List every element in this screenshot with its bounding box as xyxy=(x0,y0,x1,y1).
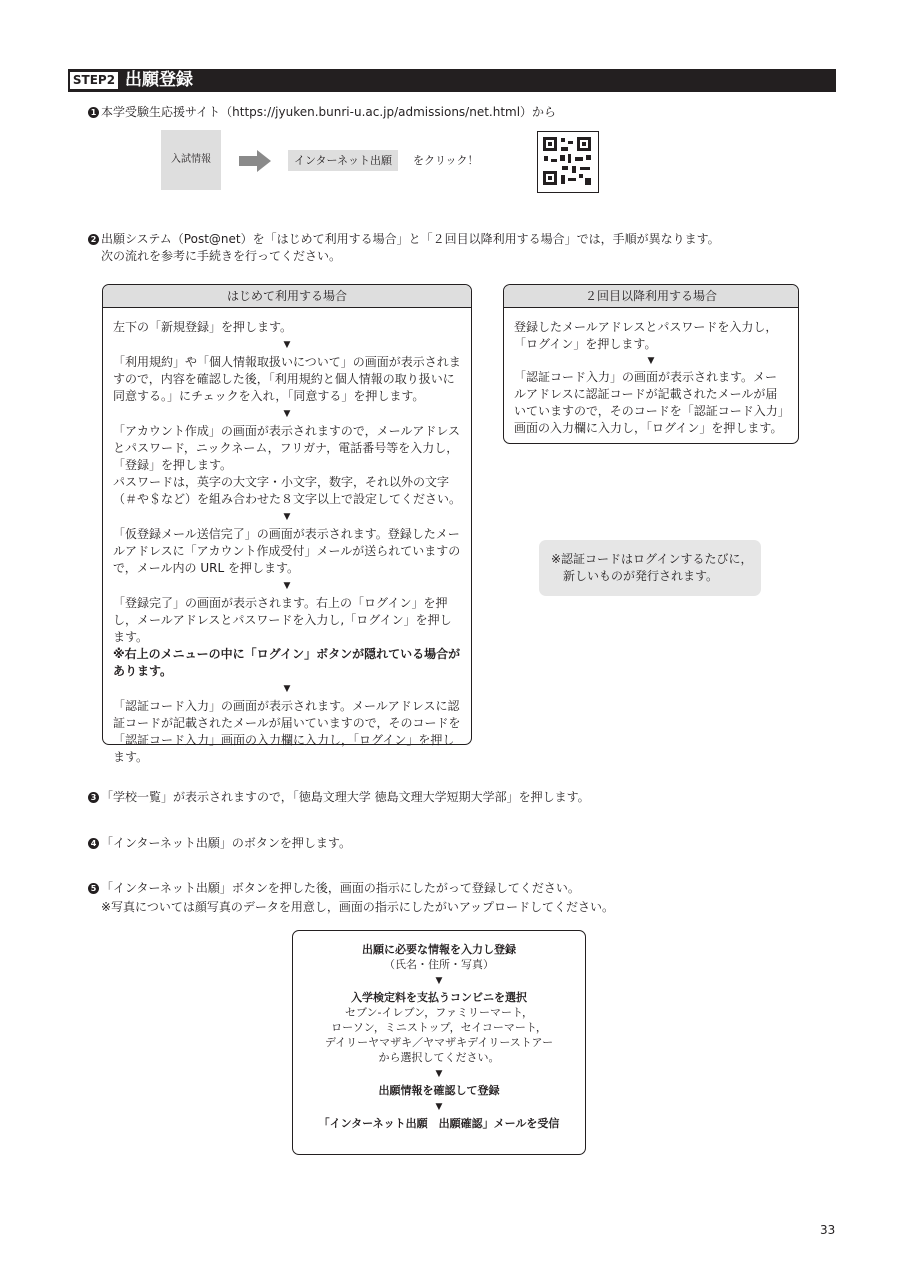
arrow-right-icon xyxy=(239,150,271,172)
note-line1: ※認証コードはログインするたびに， xyxy=(551,552,753,566)
first-step-3: 「アカウント作成」の画面が表示されますので，メールアドレスとパスワード，ニックネーム，フリガナ，電話番号等を入力し，「登録」を押します。 xyxy=(113,424,461,472)
first-time-panel-title: はじめて利用する場合 xyxy=(103,285,471,308)
first-step-6: 「認証コード入力」の画面が表示されます。メールアドレスに認証コードが記載されたメールが届いていますので，そのコードを「認証コード入力」画面の入力欄に入力し，「ログイン」を押します。 xyxy=(113,699,461,764)
arrow-down-icon: ▼ xyxy=(647,356,655,366)
arrow-down-icon: ▼ xyxy=(283,512,291,522)
first-step-4: 「仮登録メール送信完了」の画面が表示されます。登録したメールアドレスに「アカウント作成受付」メールが送られていますので，メール内の URL を押します。 xyxy=(113,527,461,575)
auth-code-note xyxy=(539,540,761,596)
application-flow-box xyxy=(292,930,586,1155)
flow-step1-title: 出願に必要な情報を入力し登録 xyxy=(362,943,516,956)
arrow-down-icon: ▼ xyxy=(283,409,291,419)
arrow-down-icon: ▼ xyxy=(435,976,443,986)
arrow-down-icon: ▼ xyxy=(435,1102,443,1112)
first-step-5-note: ※右上のメニューの中に「ログイン」ボタンが隠れている場合があります。 xyxy=(113,647,461,678)
click-text: をクリック！ xyxy=(413,154,479,167)
qr-code xyxy=(537,131,599,193)
flow-step4-title: 「インターネット出願 出願確認」メールを受信 xyxy=(318,1117,560,1130)
step-tag: STEP2 xyxy=(70,72,118,89)
first-step-3-note: パスワードは，英字の大文字・小文字，数字，それ以外の文字（＃や＄など）を組み合わせた８文字以上で設定してください。 xyxy=(113,475,462,506)
second-time-panel xyxy=(503,284,799,444)
first-step-1: 左下の「新規登録」を押します。 xyxy=(113,320,293,334)
site-menu-label: 入試情報 xyxy=(171,154,211,165)
arrow-down-icon: ▼ xyxy=(435,1069,443,1079)
first-step-5: 「登録完了」の画面が表示されます。右上の「ログイン」を押し，メールアドレスとパスワードを入力し,「ログイン」を押します。 xyxy=(113,596,452,644)
item5-number: 5 xyxy=(88,883,99,894)
item2-number: 2 xyxy=(88,234,99,245)
flow-step2-title: 入学検定料を支払うコンビニを選択 xyxy=(351,991,527,1004)
first-step-2: 「利用規約」や「個人情報取扱いについて」の画面が表示されますので，内容を確認した後，「利用規約と個人情報の取り扱いに同意する。」にチェックを入れ，「同意する」を押します。 xyxy=(113,355,461,403)
item2-line1: 2 出願システム（Post@net）を「はじめて利用する場合」と「２回目以降利用する場合」では，手順が異なります。 xyxy=(88,231,848,247)
second-step-1: 登録したメールアドレスとパスワードを入力し，「ログイン」を押します。 xyxy=(514,320,778,351)
item4-number: 4 xyxy=(88,838,99,849)
arrow-down-icon: ▼ xyxy=(283,581,291,591)
first-time-panel xyxy=(102,284,472,764)
site-menu-box xyxy=(161,130,221,190)
page-number: 33 xyxy=(820,1223,836,1237)
item1-number: 1 xyxy=(88,107,99,118)
flow-step2-line1: セブン‐イレブン，ファミリーマート， xyxy=(345,1006,533,1019)
item3-number: 3 xyxy=(88,792,99,803)
flow-step2-line3: デイリーヤマザキ／ヤマザキデイリーストアー xyxy=(324,1036,554,1049)
arrow-down-icon: ▼ xyxy=(283,684,291,694)
item3-text: 3 「学校一覧」が表示されますので，「徳島文理大学 徳島文理大学短期大学部」を押します。 xyxy=(88,789,848,805)
flow-step3-title: 出願情報を確認して登録 xyxy=(378,1084,500,1097)
item2-line2: 次の流れを参考に手続きを行ってください。 xyxy=(101,249,342,263)
flow-step1-sub: （氏名・住所・写真） xyxy=(384,958,494,971)
flow-step2-line2: ローソン，ミニストップ，セイコーマート， xyxy=(331,1021,547,1034)
arrow-down-icon: ▼ xyxy=(283,340,291,350)
note-line2: 新しいものが発行されます。 xyxy=(563,569,719,583)
section-title: 出願登録 xyxy=(125,70,193,90)
second-time-panel-title: ２回目以降利用する場合 xyxy=(504,285,798,308)
item4-text: 4 「インターネット出願」のボタンを押します。 xyxy=(88,835,848,851)
item1-text: 1 本学受験生応援サイト（https://jyuken.bunri-u.ac.jp/admissions/net.html）から xyxy=(88,104,828,120)
flow-step2-line4: から選択してください。 xyxy=(378,1051,500,1064)
item5-line1: 5 「インターネット出願」ボタンを押した後，画面の指示にしたがって登録してください。 xyxy=(88,880,848,896)
item5-line2: ※写真については顔写真のデータを用意し，画面の指示にしたがいアップロードしてください。 xyxy=(101,900,614,914)
second-step-2: 「認証コード入力」の画面が表示されます。メールアドレスに認証コードが記載されたメールが届いていますので，そのコードを「認証コード入力」画面の入力欄に入力し，「ログイン」を押します。 xyxy=(514,370,784,435)
internet-apply-button[interactable]: インターネット出願 xyxy=(288,150,398,171)
